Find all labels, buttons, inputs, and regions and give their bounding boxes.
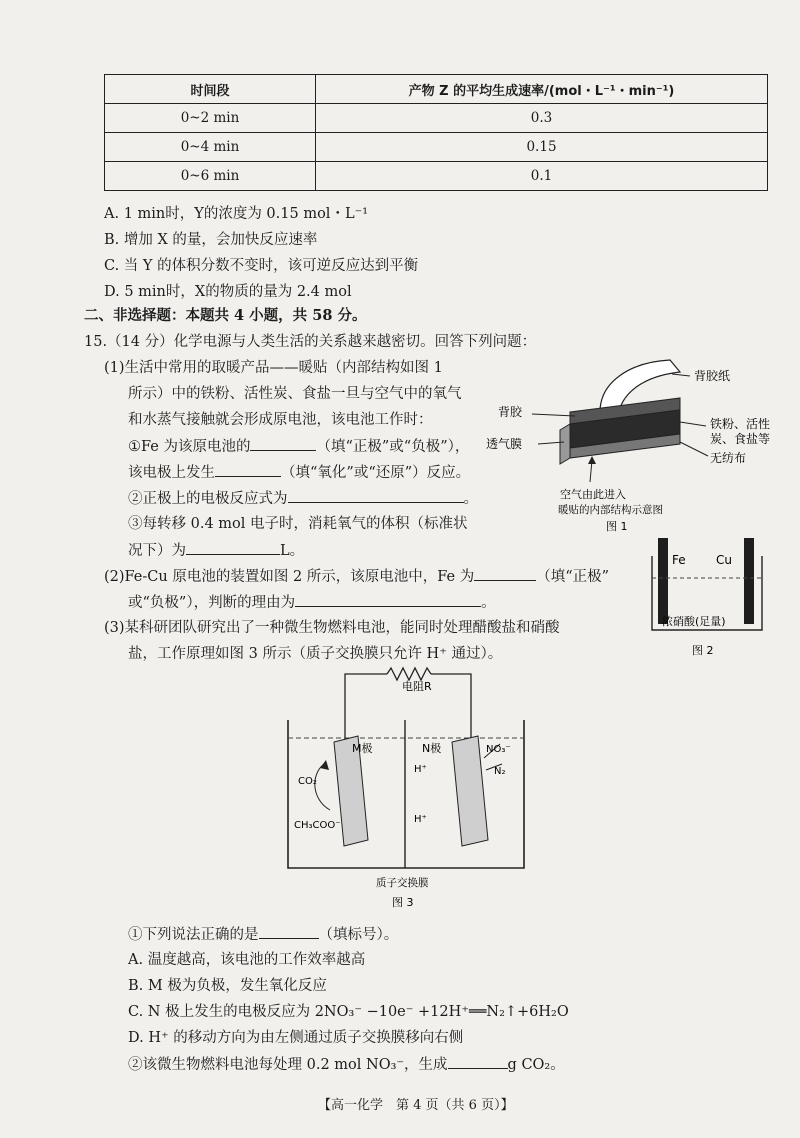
q15-p2-line2 <box>128 592 496 613</box>
text: g CO₂。 <box>507 1057 565 1073</box>
text: 。 <box>481 595 496 611</box>
text: （填“正极” <box>536 569 610 585</box>
text: (2)Fe-Cu 原电池的装置如图 2 所示，该原电池中，Fe 为 <box>104 569 475 585</box>
label-membrane: 质子交换膜 <box>376 877 429 889</box>
q15-p3-line1: (3)某科研团队研究出了一种微生物燃料电池，能同时处理醋酸盐和硝酸 <box>104 620 560 636</box>
q15-option-c: C. N 极上发生的电极反应为 2NO₃⁻ −10e⁻ +12H⁺══N₂↑+6H₂O <box>128 1004 569 1020</box>
q15-3-sub2 <box>128 1054 565 1075</box>
wire-right <box>431 674 471 742</box>
label-back-paper: 背胶纸 <box>694 369 731 383</box>
label-n-electrode: N极 <box>422 742 442 755</box>
figure-3-caption: 图 3 <box>392 896 414 909</box>
q14-option-d: D. 5 min时，X的物质的量为 2.4 mol <box>104 284 352 300</box>
q15-sub2-line <box>128 488 478 509</box>
label-h-plus-2: H⁺ <box>414 814 427 825</box>
table-cell: 0.1 <box>316 162 768 191</box>
q15-p3-line2: 盐，工作原理如图 3 所示（质子交换膜只允许 H⁺ 通过）。 <box>128 646 503 662</box>
cu-electrode <box>744 538 754 624</box>
table-cell: 0.15 <box>316 133 768 162</box>
co2-arrow <box>315 764 330 810</box>
text: 。 <box>463 491 478 507</box>
table-header-period: 时间段 <box>105 75 316 104</box>
label-m-electrode: M极 <box>352 742 373 755</box>
answer-blank-co2-mass[interactable] <box>448 1054 508 1069</box>
label-air-inlet: 空气由此进入 <box>560 488 626 501</box>
table-header-rate: 产物 Z 的平均生成速率/(mol・L⁻¹・min⁻¹) <box>316 75 768 104</box>
label-cu: Cu <box>716 553 732 567</box>
table-row <box>105 133 768 162</box>
label-inner-caption: 暖贴的内部结构示意图 <box>558 504 663 516</box>
table-cell: 0.3 <box>316 104 768 133</box>
figure-2-caption: 图 2 <box>692 644 714 657</box>
leader-line <box>680 422 706 426</box>
q15-3-sub1 <box>128 924 398 945</box>
q14-option-a: A. 1 min时，Y的浓度为 0.15 mol・L⁻¹ <box>104 206 369 222</box>
q14-option-b: B. 增加 X 的量，会加快反应速率 <box>104 232 318 248</box>
q15-title: 15.（14 分）化学电源与人类生活的关系越来越密切。回答下列问题： <box>84 334 537 350</box>
section-2-heading: 二、非选择题：本题共 4 小题，共 58 分。 <box>84 307 367 324</box>
table-cell: 0~2 min <box>105 104 316 133</box>
label-membrane: 透气膜 <box>486 437 523 451</box>
air-arrowhead <box>588 456 596 464</box>
table-header-row <box>105 75 768 104</box>
text: ①Fe 为该原电池的 <box>128 439 251 455</box>
arrowhead <box>320 760 329 770</box>
label-no3: NO₃⁻ <box>486 744 511 755</box>
n-electrode <box>452 736 488 846</box>
text: ②正极上的电极反应式为 <box>128 491 288 507</box>
text: 或“负极”），判断的理由为 <box>128 595 296 611</box>
text: 该电极上发生 <box>128 465 215 481</box>
label-contents-1: 铁粉、活性 <box>710 417 770 431</box>
text: 况下）为 <box>128 543 186 559</box>
table-row <box>105 104 768 133</box>
leader-line <box>532 414 575 416</box>
text: （填“正极”或“负极”）， <box>316 439 470 455</box>
q15-sub1-line <box>128 436 469 457</box>
text: ①下列说法正确的是 <box>128 927 259 943</box>
table-row <box>105 162 768 191</box>
rate-table <box>104 74 768 191</box>
label-glue: 背胶 <box>498 405 523 419</box>
fe-electrode <box>658 538 668 624</box>
membrane-edge <box>560 424 570 464</box>
text: （填“氧化”或“还原”）反应。 <box>281 465 471 481</box>
figure-1-hand-warmer-diagram <box>480 352 770 532</box>
answer-blank-electrode[interactable] <box>250 436 316 451</box>
q15-p1-line2: 所示）中的铁粉、活性炭、食盐一旦与空气中的氧气 <box>128 386 462 402</box>
label-nonwoven: 无纺布 <box>710 451 747 465</box>
q14-option-c: C. 当 Y 的体积分数不变时，该可逆反应达到平衡 <box>104 258 419 274</box>
label-ch3coo: CH₃COO⁻ <box>294 820 341 831</box>
label-resistor: 电阻R <box>402 680 432 693</box>
q15-sub3-line: ③每转移 0.4 mol 电子时，消耗氧气的体积（标准状 <box>128 516 468 532</box>
text: ②该微生物燃料电池每处理 0.2 mol NO₃⁻，生成 <box>128 1057 448 1073</box>
label-fe: Fe <box>672 553 686 567</box>
q15-p2-line1 <box>104 566 609 587</box>
table-cell: 0~6 min <box>105 162 316 191</box>
answer-blank-choice[interactable] <box>259 924 319 939</box>
q15-option-b: B. M 极为负极，发生氧化反应 <box>128 978 327 994</box>
q15-option-d: D. H⁺ 的移动方向为由左侧通过质子交换膜移向右侧 <box>128 1030 464 1046</box>
answer-blank-reason[interactable] <box>295 592 481 607</box>
label-h-plus-1: H⁺ <box>414 764 427 775</box>
q15-p1-line1: (1)生活中常用的取暖产品——暖贴（内部结构如图 1 <box>104 360 443 376</box>
table-cell: 0~4 min <box>105 133 316 162</box>
q15-p1-line3: 和水蒸气接触就会形成原电池，该电池工作时： <box>128 412 433 428</box>
answer-blank-volume[interactable] <box>186 540 280 555</box>
q15-option-a: A. 温度越高，该电池的工作效率越高 <box>128 952 366 968</box>
page-footer: 【高一化学 第 4 页（共 6 页）】 <box>318 1098 514 1113</box>
leader-line <box>680 442 708 456</box>
label-co2: CO₂ <box>298 776 317 787</box>
answer-blank-equation[interactable] <box>288 488 464 503</box>
text: （填标号）。 <box>318 927 399 943</box>
figure-3-microbial-fuel-cell <box>272 660 542 918</box>
answer-blank-reaction-type[interactable] <box>215 462 281 477</box>
wire-left <box>345 674 387 742</box>
figure-1-caption: 图 1 <box>606 520 628 532</box>
label-contents-2: 炭、食盐等 <box>710 432 770 446</box>
label-acid: 浓硝酸(足量) <box>662 615 726 628</box>
text: L。 <box>280 543 305 559</box>
label-n2: N₂ <box>494 766 506 777</box>
leader-line <box>672 374 690 376</box>
q15-sub3b-line <box>128 540 304 561</box>
q15-sub1b-line <box>128 462 470 483</box>
figure-2-fe-cu-cell <box>650 534 770 660</box>
resistor <box>387 668 431 680</box>
tank <box>288 720 524 868</box>
answer-blank-fe-role[interactable] <box>474 566 536 581</box>
